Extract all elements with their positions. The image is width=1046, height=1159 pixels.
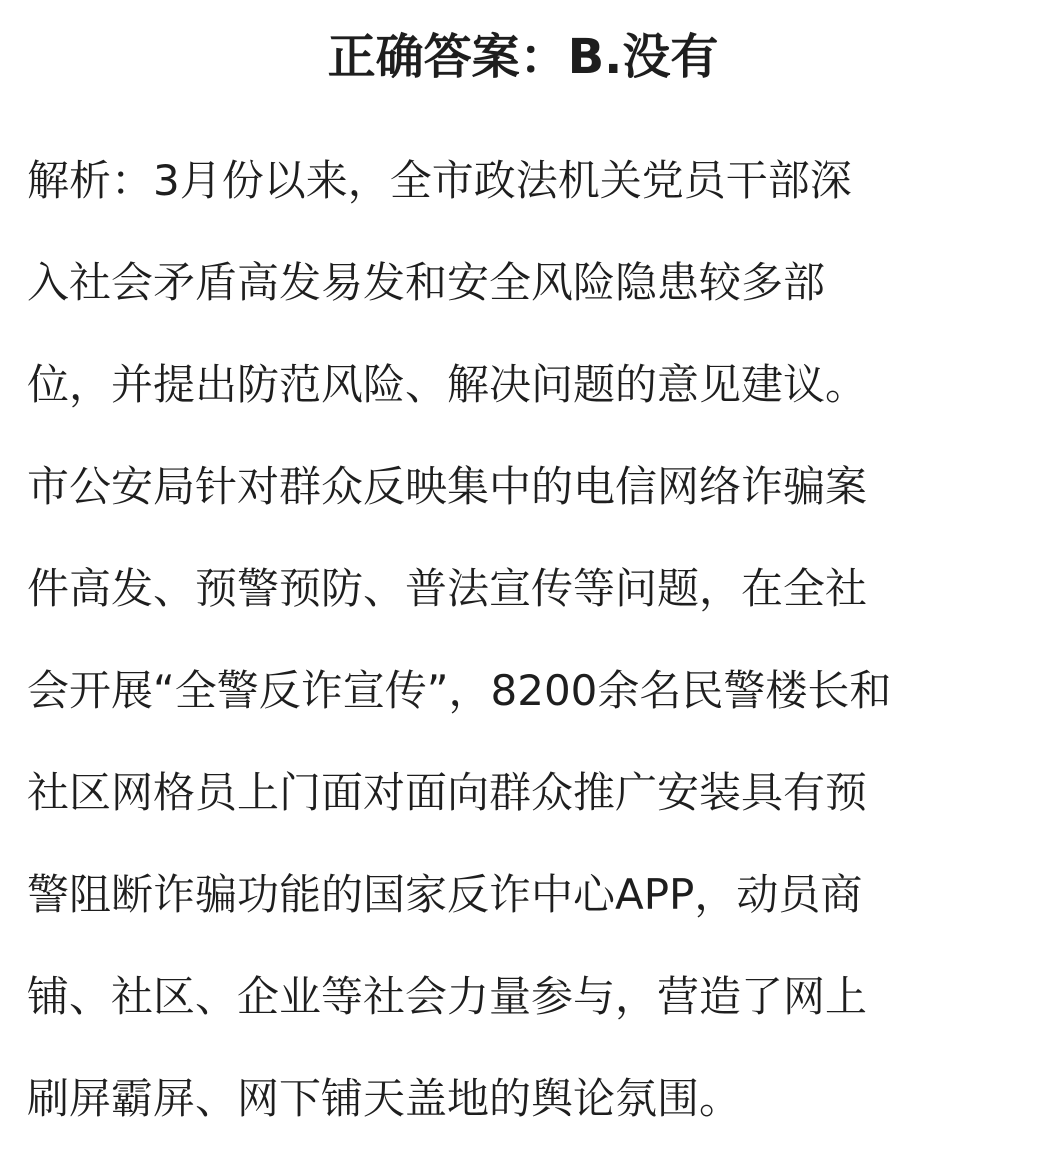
explanation-line: 刷屏霸屏、网下铺天盖地的舆论氛围。: [27, 1074, 742, 1123]
explanation-line: 入社会矛盾高发易发和安全风险隐患较多部: [27, 258, 826, 307]
explanation-line: 社区网格员上门面对面向群众推广安装具有预: [27, 768, 868, 817]
explanation-text: [27, 130, 1042, 1150]
explanation-line: 铺、社区、企业等社会力量参与，营造了网上: [27, 972, 868, 1021]
explanation-line: 会开展“全警反诈宣传”，8200余名民警楼长和: [27, 666, 892, 715]
answer-title: 正确答案：B.没有: [327, 29, 719, 85]
explanation-line: 件高发、预警预防、普法宣传等问题，在全社: [27, 564, 868, 613]
explanation-line: 警阻断诈骗功能的国家反诈中心APP，动员商: [27, 870, 863, 919]
explanation-line: 市公安局针对群众反映集中的电信网络诈骗案: [27, 462, 868, 511]
explanation-line: 解析：3月份以来，全市政法机关党员干部深: [27, 156, 852, 205]
explanation-line: 位，并提出防范风险、解决问题的意见建议。: [27, 360, 868, 409]
